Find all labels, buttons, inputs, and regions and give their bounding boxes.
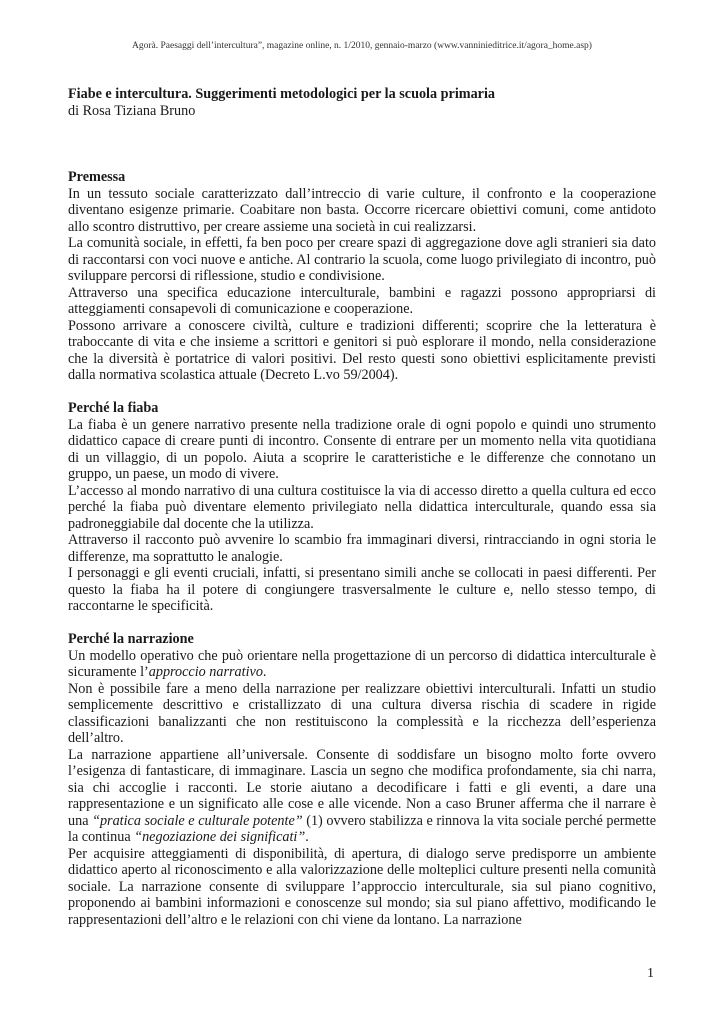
section-fiaba (68, 400, 656, 615)
paragraph (68, 747, 656, 846)
section-heading-narrazione: Perché la narrazione (68, 631, 194, 647)
emphasis-text: approccio narrativo (148, 664, 263, 680)
paragraph: La fiaba è un genere narrativo presente nella tradizione orale di ogni popolo e quindi uno strumento didattico capace di creare punti di incontro. Consente di entrare per un momento nella vita quotidiana di un villaggio, di un popolo. Aiuta a scoprire le caratteristiche e le differenze che connotano un gruppo, un paese, un modo di vivere. (68, 416, 656, 482)
emphasis-text: “pratica sociale e culturale potente” (92, 812, 303, 829)
paragraph: I personaggi e gli eventi cruciali, infatti, si presentano simili anche se collocati in paesi differenti. Per questo la fiaba ha il potere di congiungere trasversalmente le culture e, nello stesso tempo, di raccontarne le specificità. (68, 565, 656, 614)
paragraph: La comunità sociale, in effetti, fa ben poco per creare spazi di aggregazione dove agli stranieri sia dato di raccontarsi con voci nuove e antiche. Al contrario la scuola, come luogo privilegiato di incontro, può sviluppare percorsi di riflessione, studio e condivisione. (68, 235, 656, 284)
paragraph: L’accesso al mondo narrativo di una cultura costituisce la via di accesso diretto a quella cultura ed ecco perché la fiaba può diventare elemento privilegiato nella didattica interculturale, quando essa sia padroneggiabile dal docente che la utilizza. (68, 482, 656, 532)
text-run: (1) ovvero stabilizza e rinnova la vita sociale perché permette la continua (68, 812, 656, 845)
section-heading-fiaba: Perché la fiaba (68, 400, 159, 416)
text-run: Un modello operativo che può orientare nella progettazione di un percorso di didattica interculturale è sicuramente l’ (68, 647, 656, 680)
section-heading-premessa: Premessa (68, 169, 126, 185)
text-run: . (305, 829, 309, 845)
paragraph: Attraverso il racconto può avvenire lo scambio fra immaginari diversi, rintracciando in ogni storia le differenze, ma soprattutto le analogie. (68, 532, 656, 565)
section-premessa (68, 169, 656, 384)
emphasis-text: “negoziazione dei significati” (134, 829, 306, 845)
paragraph: Possono arrivare a conoscere civiltà, culture e tradizioni differenti; scoprire che la letteratura è traboccante di vita e che insieme a scrittori e genitori si può esplorare il mondo, nella considerazione che la diversità è portatrice di valori positivi. Del resto questi sono obiettivi esplicitamente previsti dalla normativa scolastica attuale (Decreto L.vo 59/2004). (68, 317, 656, 383)
paragraph (68, 648, 656, 681)
article-title: Fiabe e intercultura. Suggerimenti metodologici per la scuola primaria (68, 86, 496, 102)
paragraph: Attraverso una specifica educazione interculturale, bambini e ragazzi possono appropriarsi di atteggiamenti consapevoli di comunicazione e cooperazione. (68, 284, 656, 317)
page-number: 1 (647, 966, 654, 981)
text-run: La narrazione appartiene all’universale. Consente di soddisfare un bisogno molto forte ovvero l’esigenza di fantasticare, di immaginare. Lascia un segno che modifica profondamente, sia chi narra, sia chi accoglie i racconti. Le storie aiutano a decodificare i fatti e gli eventi, a dare una rappresentazione e un significato alle cose e alle vicende. Non a caso Bruner afferma che il narrare è una (68, 746, 656, 829)
article-body (68, 86, 656, 945)
paragraph: Non è possibile fare a meno della narrazione per realizzare obiettivi interculturali. Infatti un studio semplicemente descrittivo e cristallizzato di una cultura diversa rischia di scadere in rigide classificazioni banalizzanti che non restituiscono la complessità e la ricchezza dell’esperienza dell’altro. (68, 680, 656, 746)
paragraph: Per acquisire atteggiamenti di disponibilità, di apertura, di dialogo serve predisporre un ambiente didattico aperto al riconoscimento e alla valorizzazione delle molteplici culture presenti nella comunità sociale. La narrazione consente di sviluppare l’approccio interculturale, sia sul piano cognitivo, proponendo ai bambini informazioni e conoscenze sul mondo; sia sul piano affettivo, modificando le rappresentazioni dell’altro e le relazioni con chi viene da lontano. La narrazione (68, 845, 656, 928)
paragraph: In un tessuto sociale caratterizzato dall’intreccio di varie culture, il confronto e la cooperazione diventano esigenze primarie. Coabitare non basta. Occorre ricercare obiettivi comuni, come antidoto allo scontro distruttivo, per creare assieme una società in cui realizzarsi. (68, 185, 656, 235)
article-author: di Rosa Tiziana Bruno (68, 102, 196, 119)
running-header: Agorà. Paesaggi dell’intercultura”, magazine online, n. 1/2010, gennaio-marzo (www.vanninieditrice.it/agora_home.asp) (132, 41, 592, 51)
section-narrazione (68, 631, 656, 928)
text-run: . (262, 664, 267, 680)
